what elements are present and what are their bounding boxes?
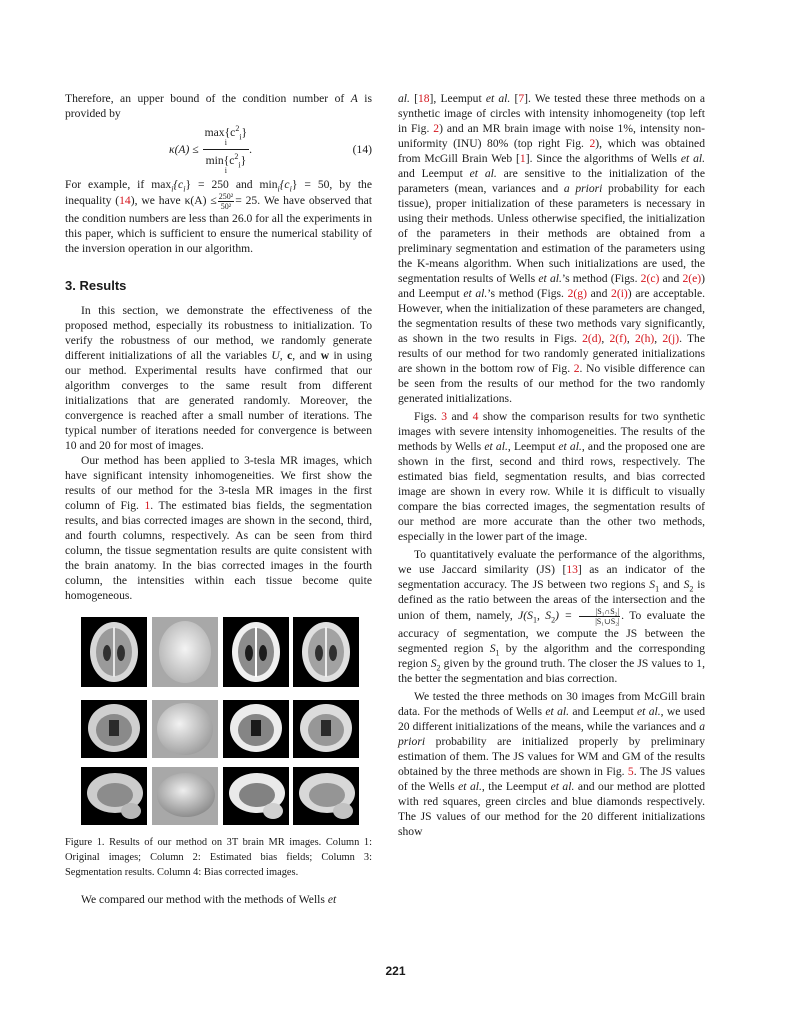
ref-link[interactable]: 2(g) xyxy=(567,287,587,300)
bias-field-axial xyxy=(152,617,218,687)
paragraph-comparison: We compared our method with the methods of Wells et xyxy=(81,893,337,906)
equation-number: (14) xyxy=(352,143,372,156)
ref-link[interactable]: 7 xyxy=(518,92,525,105)
ref-link[interactable]: 2(j) xyxy=(662,332,680,345)
ref-link[interactable]: 2 xyxy=(573,362,580,375)
ref-link[interactable]: 2(e) xyxy=(682,272,702,285)
bias-field-coronal xyxy=(152,700,218,758)
ref-link[interactable]: 18 xyxy=(417,92,430,105)
figure-1-caption: Figure 1. Results of our method on 3T brain MR images. Column 1: Original images; Column 2: Estimated bias fields; Column 3: Segmentation results. Column 4: Bias corrected images. xyxy=(65,837,372,878)
ref-link[interactable]: 2(h) xyxy=(634,332,655,345)
eq-fraction: $\max\{c^2_i\}$ i $\min\{c^2_i\}$ i xyxy=(204,123,248,175)
ref-link[interactable]: 3 xyxy=(441,410,448,423)
ref-link[interactable]: 2(d) xyxy=(582,332,602,345)
ref-link[interactable]: 1 xyxy=(144,499,151,512)
bias-corrected-coronal xyxy=(293,700,359,758)
ref-link[interactable]: 2 xyxy=(589,137,596,150)
paragraph-example: For example, if $\max_i\{c_i\} = 250$ and $\min_i\{c_i\} = 50$, by the inequality (14), we have κ(A) ≤ $\frac{\text{250²}}{\text{50²}}$ = 25. We have observed that the condition numbers are less than 26.0 for all the experiments in this paper, which is sufficient to ensure the numerical stability of the inversion operation in our algorithm. xyxy=(65,178,372,255)
ref-link[interactable]: 4 xyxy=(472,410,479,423)
eq-lhs: κ(A) ≤ xyxy=(169,142,199,156)
ref-link[interactable]: 2(f) xyxy=(609,332,627,345)
paragraph-mcgill-tests: We tested the three methods on 30 images from McGill brain data. For the methods of Wells et al. and Leemput et al., we used 20 different initializations of the means, while the variances and a priori probability are initialized properly by preliminary estimation of them. The JS values for WM and GM of the results obtained by the three methods are shown in Fig. 5. The JS values of the Wells et al., the Leemput et al. and our method are plotted with red squares, green circles and blue diamonds respectively. The JS values of our method for the 20 different initializations show xyxy=(398,690,706,838)
ref-link[interactable]: 14 xyxy=(119,194,131,208)
ref-link[interactable]: 2 xyxy=(433,122,440,135)
section-heading-results: 3. Results xyxy=(65,278,127,293)
brain-original-axial xyxy=(81,617,147,687)
right-column xyxy=(398,91,705,839)
left-column xyxy=(65,91,372,907)
ref-link[interactable]: 2(i) xyxy=(611,287,628,300)
segmentation-sagittal xyxy=(223,767,289,825)
ref-link[interactable]: 1 xyxy=(519,152,526,165)
equation-14: κ(A) ≤ $\max\{c^2_i\}$ i $\min\{c^2_i\}$ i . (14) xyxy=(169,123,372,175)
figure-1-grid xyxy=(65,617,372,835)
paragraph-jaccard: To quantitatively evaluate the performance of the algorithms, we use Jaccard similarity (JS) [13] as an indicator of the segmentation accuracy. The JS between two regions $S_1$ and $S_2$ is defined as the ratio between the areas of the intersection and the union of them, namely, $J(S_1$, $S_2$) = $\frac{\text{|S₁∩S₂|}}{\text{|S₁∪S₂|}}$ . To evaluate the accuracy of segmentation, we compute the JS between the segmented region $S_1$ by the algorithm and the corresponding region $S_2$ given by the ground truth. The closer the JS values to 1, the better the segmentation and bias correction. xyxy=(398,548,705,685)
paragraph-synthetic-results: Figs. 3 and 4 show the comparison results for two synthetic images with severe intensity inhomogeneities. The results of the methods by Wells et al., Leemput et al., and the proposed one are shown in the first, second and third rows, respectively. The estimated bias field, segmentation results, and bias corrected image are shown in every row. While it is difficult to visually compare the bias corrected images, the segmentation results of our method are more accurate than the other two methods, especially in the lower part of the image. xyxy=(398,410,706,543)
segmentation-coronal xyxy=(223,700,289,758)
paragraph-condition-bound: Therefore, an upper bound of the condition number of A is provided by xyxy=(65,92,372,120)
segmentation-axial xyxy=(223,617,289,687)
ref-link[interactable]: 2(c) xyxy=(640,272,660,285)
ref-link[interactable]: 5 xyxy=(627,765,634,778)
paragraph-methods-comparison: al. [18], Leemput et al. [7]. We tested these three methods on a synthetic image of circles with intensity inhomogeneity (top left in Fig. 2) and an MR brain image with noise 1%, intensity non-uniformity (INU) 80% (top right Fig. 2), which was obtained from McGill Brain Web [1]. Since the algorithms of Wells et al. and Leemput et al. are sensitive to the initialization of the parameters (mean, variances and a priori probability for each tissue), proper initialization of these parameters is necessary in using their methods. Unless otherwise specified, the initialization of the parameters in their methods are obtained from a preliminary segmentation and estimation of the parameters using the K-means algorithm. When such initializations are used, the segmentation results of Wells et al.’s method (Figs. 2(c) and 2(e)) and Leemput et al.’s method (Figs. 2(g) and 2(i)) are acceptable. However, when the initialization of these parameters are changed, the segmentation results of these two methods vary significantly, as shown in the two results in Figs. 2(d), 2(f), 2(h), 2(j). The results of our method for two randomly generated initializations are shown in the bottom row of Fig. 2. No visible difference can be seen from the results of our method for the two randomly generated initializations. xyxy=(398,92,706,405)
paragraph-3tesla: Our method has been applied to 3-tesla MR images, which have significant intensity inhomogeneities. We first show the results of our method for the 3-tesla MR images in the first column of Fig. 1. The estimated bias fields, the segmentation results, and bias corrected images are shown in the second, third, and fourth columns, respectively. As can be seen from third column, the tissue segmentation results are quite consistent with the brain anatomy. In the bias corrected images in the fourth column, the intensities within each tissue become quite homogeneous. xyxy=(65,454,372,602)
bias-corrected-sagittal xyxy=(293,767,359,825)
bias-field-sagittal xyxy=(152,767,218,825)
bias-corrected-axial xyxy=(293,617,359,687)
paragraph-results-intro: In this section, we demonstrate the effectiveness of the proposed method, especially its robustness to initialization. To verify the robustness of our method, we randomly generate different initializations of all the variables U, c, and w in using our method. Experimental results have confirmed that our algorithm converges to the same result from different initializations that are generated randomly. Moreover, the convergence is reached after a small number of iterations. The typical number of iterations needed for convergence is between 10 and 20 for most of images. xyxy=(65,304,372,452)
ref-link[interactable]: 13 xyxy=(566,563,578,576)
page-number: 221 xyxy=(385,964,406,978)
brain-original-coronal xyxy=(81,700,147,758)
brain-original-sagittal xyxy=(81,767,147,825)
